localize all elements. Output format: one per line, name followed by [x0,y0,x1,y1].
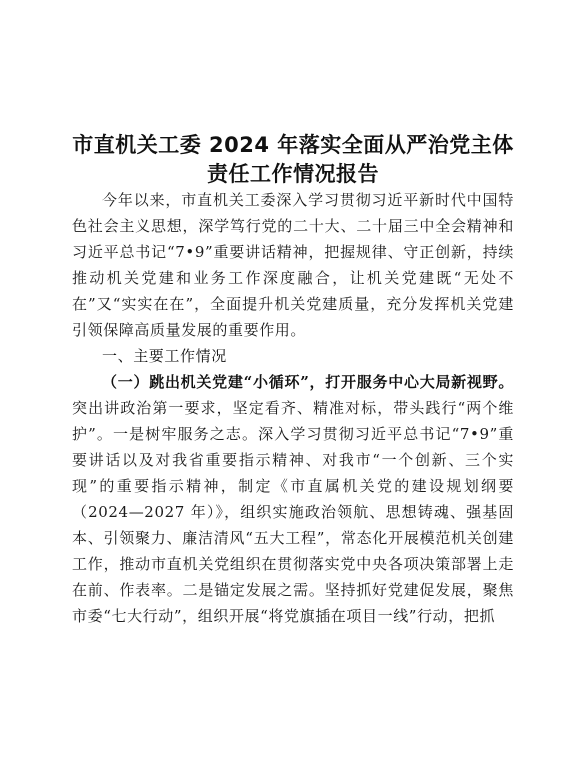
subsection-paragraph [72,369,514,629]
document-title: 市直机关工委 2024 年落实全面从严治党主体责任工作情况报告 [72,133,514,186]
document-body [72,187,514,629]
section-heading: 一、主要工作情况 [102,347,227,365]
intro-paragraph: 今年以来，市直机关工委深入学习贯彻习近平新时代中国特色社会主义思想，深学笃行党的二十大、二十届三中全会精神和习近平总书记“7•9”重要讲话精神，把握规律、守正创新，持续推动机关党建和业务工作深度融合，让机关党建既“无处不在”又“实实在在”，全面提升机关党建质量，充分发挥机关党建引领保障高质量发展的重要作用。 [72,191,514,339]
subsection-heading: （一）跳出机关党建“小循环”，打开服务中心大局新视野。 [102,373,514,391]
subsection-body: 突出讲政治第一要求，坚定看齐、精准对标，带头践行“两个维护”。一是树牢服务之志。深入学习贯彻习近平总书记“7•9”重要讲话以及对我省重要指示精神、对我市“一个创新、三个实现”的重要指示精神，制定《市直属机关党的建设规划纲要（2024—2027 年）》，组织实施政治领航、思想铸魂、强基固本、引领聚力、廉洁清风“五大工程”，常态化开展模范机关创建工作，推动市直机关党组织在贯彻落实党中央各项决策部署上走在前、作表率。二是锚定发展之需。坚持抓好党建促发展，聚焦市委“七大行动”，组织开展“将党旗插在项目一线”行动，把抓 [72,399,514,625]
